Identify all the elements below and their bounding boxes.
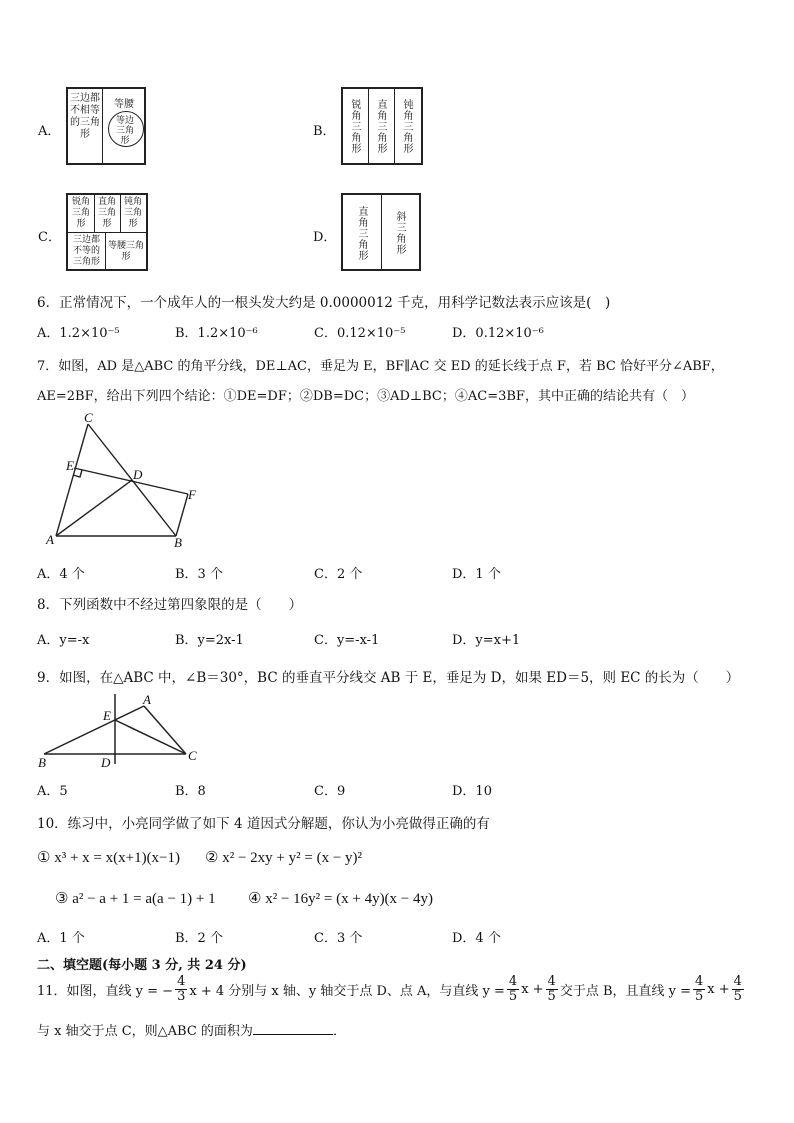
q11-fraction-2: $\frac{4}{5}$ [508,974,518,1004]
q7-label-d: D [133,467,143,482]
q7-option-a[interactable]: A．4 个 [37,567,85,582]
q5-c-top-2: 直角三角形 [97,197,116,229]
q5-c-top-1: 锐角三角形 [71,197,90,229]
q5-a-right-top-text: 等腰 [114,99,134,110]
q9-stem: 9．如图，在△ABC 中，∠B＝30°，BC 的垂直平分线交 AB 于 E，垂足为 D，如果 ED＝5，则 EC 的长为（ ） [37,670,740,686]
q7-line-bf [176,494,188,536]
q9-option-c[interactable]: C．9 [314,784,346,799]
q9-figure [36,690,206,770]
q9-segment-ec [115,720,186,754]
q11-part1: 11．如图，直线 y = − [37,984,174,999]
q5-c-top-3: 钝角三角形 [123,197,142,229]
q5-option-b-diagram [341,87,423,165]
q5-option-a-diagram [66,87,146,165]
q10-stem: 10．练习中，小亮同学做了如下 4 道因式分解题，你认为小亮做得正确的有 [37,816,490,832]
q5-a-left-text: 三边都不相等的三角形 [70,93,100,140]
q8-option-a[interactable]: A．y=-x [37,633,90,648]
q6-option-c[interactable]: C．0.12×10⁻⁵ [314,326,406,341]
q11-part5: x + [707,982,730,997]
q7-option-c[interactable]: C．2 个 [314,567,363,582]
q5-a-circle-text: 等边三角形 [115,116,134,146]
q9-side-ba [44,706,144,754]
q5-c-bottom-1: 三边都不等的三角形 [72,235,100,267]
q8-option-c[interactable]: C．y=-x-1 [314,633,380,648]
q11-part4: 交于点 B，且直线 y = [559,984,692,999]
q7-label-b: B [174,535,182,550]
q9-option-b[interactable]: B．8 [175,784,206,799]
q9-label-e: E [103,708,111,723]
q7-line-ef [74,468,188,494]
q5-option-c-label: C． [38,230,61,245]
q11-line1 [37,975,744,1004]
q11-line2 [37,1020,346,1039]
q5-option-d-label: D． [313,230,337,245]
q10-option-a[interactable]: A．1 个 [37,931,85,946]
q8-stem: 8．下列函数中不经过第四象限的是（ ） [37,597,303,613]
q5-c-bottom-2: 等腰三角形 [107,241,144,262]
q11-answer-blank[interactable] [253,1020,333,1035]
q7-stem-line1: 7．如图，AD 是△ABC 的角平分线，DE⊥AC，垂足为 E，BF∥AC 交 ED 的延长线于点 F，若 BC 恰好平分∠ABF， [37,359,724,374]
q10-option-d[interactable]: D．4 个 [452,931,501,946]
q11-fraction-3: $\frac{4}{5}$ [547,974,556,1004]
q9-label-d: D [101,755,111,770]
q10-equation-2: ② x² − 2xy + y² = (x − y)² [205,850,363,866]
q7-option-b[interactable]: B．3 个 [175,567,223,582]
q5-option-d-diagram [341,193,421,271]
section-2-title: 二、填空题(每小题 3 分, 共 24 分) [37,958,247,973]
q5-b-cell-2: 直角三角形 [375,98,386,154]
q6-option-a[interactable]: A．1.2×10⁻⁵ [37,326,120,341]
q7-label-e: E [66,458,74,473]
q9-side-ac [144,706,186,754]
q11-fraction-4: $\frac{4}{5}$ [695,974,704,1004]
q9-option-d[interactable]: D．10 [452,784,492,799]
q7-stem-line2: AE=2BF，给出下列四个结论：①DE=DF；②DB=DC；③AD⊥BC；④AC=3BF，其中正确的结论共有（ ） [37,389,694,404]
q11-line2-end: ． [332,1024,346,1039]
q5-b-cell-3: 钝角三角形 [401,98,412,154]
q7-figure [40,408,210,550]
q11-part3: x + [521,982,544,997]
q10-option-b[interactable]: B．2 个 [175,931,223,946]
q6-stem: 6．正常情况下，一个成年人的一根头发大约是 0.0000012 千克，用科学记数法表示应该是( ) [37,295,611,311]
q11-line2-text: 与 x 轴交于点 C，则△ABC 的面积为 [37,1024,253,1039]
q7-label-c: C [84,410,93,425]
q8-option-d[interactable]: D．y=x+1 [452,633,521,648]
q7-label-f: F [188,487,196,502]
q7-side-ac [56,424,88,536]
q7-bisector-ad [56,480,132,536]
q11-fraction-5: $\frac{4}{5}$ [733,974,742,1004]
q9-label-a: A [143,692,151,707]
q5-b-cell-1: 锐角三角形 [349,98,360,154]
q7-option-d[interactable]: D．1 个 [452,567,501,582]
q5-option-a-label: A． [38,124,61,139]
q10-equation-1: ① x³ + x = x(x+1)(x−1) [37,850,181,866]
q5-d-cell-1: 直角三角形 [356,205,367,261]
q10-equation-3: ③ a² − a + 1 = a(a − 1) + 1 [55,891,216,907]
q6-option-d[interactable]: D．0.12×10⁻⁶ [452,326,544,341]
q5-d-cell-2: 斜三角形 [394,211,405,255]
q8-option-b[interactable]: B．y=2x-1 [175,633,244,648]
q9-label-c: C [188,748,197,763]
q6-option-b[interactable]: B．1.2×10⁻⁶ [175,326,258,341]
q9-option-a[interactable]: A．5 [37,784,68,799]
q11-fraction-1: $\frac{4}{3}$ [177,974,186,1004]
q7-label-a: A [46,532,54,547]
q11-part2: x + 4 分别与 x 轴、y 轴交于点 D、点 A，与直线 y = [189,984,505,999]
q10-option-c[interactable]: C．3 个 [314,931,363,946]
q5-option-b-label: B． [313,124,336,139]
q5-option-c-diagram [66,193,148,271]
q9-label-b: B [38,755,46,770]
q10-equation-4: ④ x² − 16y² = (x + 4y)(x − 4y) [248,891,434,907]
